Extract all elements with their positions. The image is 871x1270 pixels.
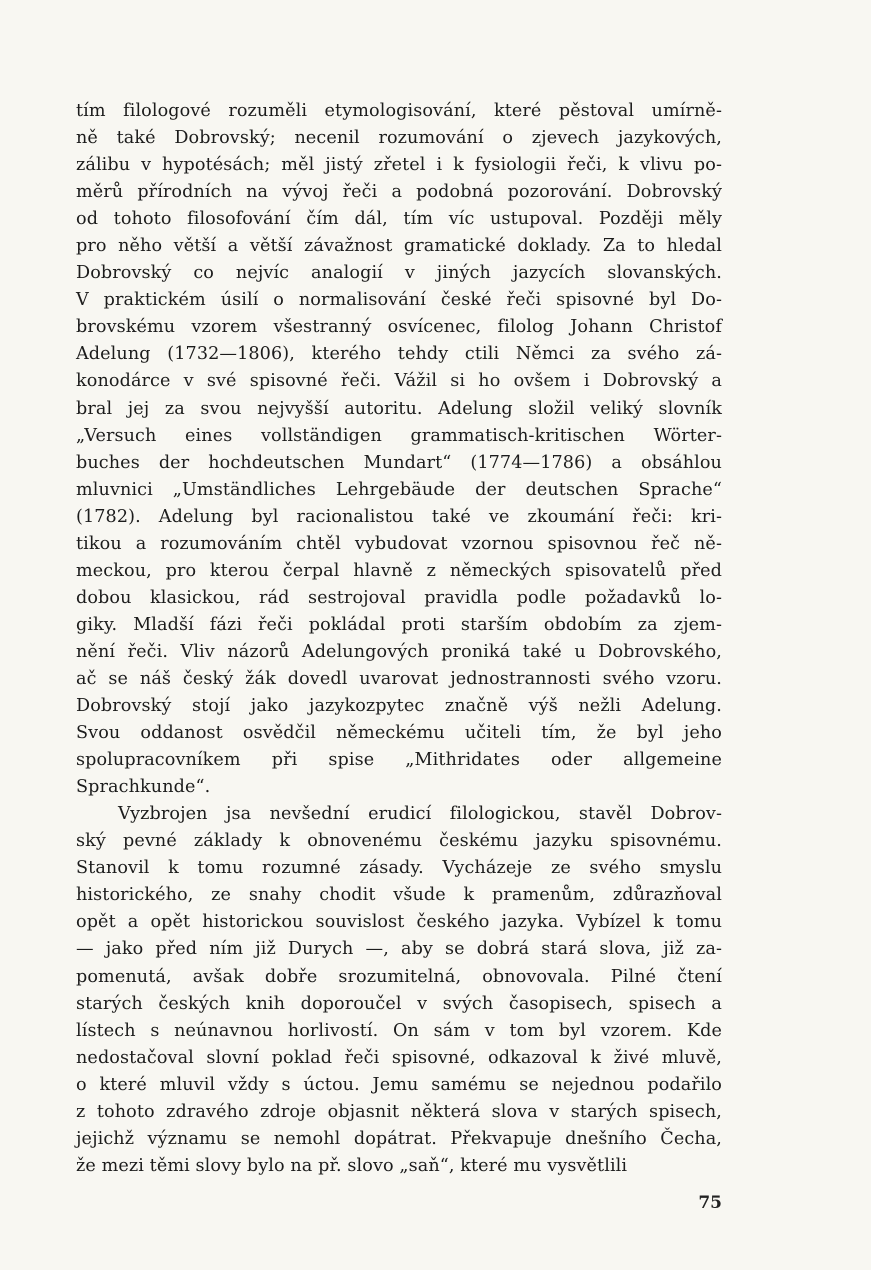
text-line: jejichž významu se nemohl dopátrat. Překvapuje dnešního Čecha, — [76, 1128, 722, 1149]
paragraph — [76, 801, 722, 1180]
text-line: Sprachkunde“. — [76, 777, 211, 798]
text-line: giky. Mladší fázi řeči pokládal proti starším obdobím za zjem- — [76, 614, 722, 635]
body-text — [76, 98, 722, 1180]
text-line: brovskému vzorem všestranný osvícenec, filolog Johann Christof — [76, 317, 722, 338]
text-line: Stanovil k tomu rozumné zásady. Vycházeje ze svého smyslu — [76, 858, 722, 879]
text-line: nedostačoval slovní poklad řeči spisovné, odkazoval k živé mluvě, — [76, 1047, 722, 1068]
text-line: o které mluvil vždy s úctou. Jemu samému se nejednou podařilo — [76, 1074, 722, 1095]
text-line: opět a opět historickou souvislost českého jazyka. Vybízel k tomu — [76, 912, 722, 933]
text-line: Vyzbrojen jsa nevšední erudicí filologickou, stavěl Dobrov- — [118, 804, 722, 825]
text-line: lístech s neúnavnou horlivostí. On sám v tom byl vzorem. Kde — [76, 1020, 722, 1041]
text-line: tím filologové rozuměli etymologisování, které pěstoval umírně- — [76, 101, 722, 121]
text-line: že mezi těmi slovy bylo na př. slovo „saň“, které mu vysvětlili — [76, 1155, 628, 1176]
text-line: Svou oddanost osvědčil německému učiteli tím, že byl jeho — [76, 723, 722, 744]
text-line: „Versuch eines vollständigen grammatisch-kritischen Wörter- — [76, 425, 722, 446]
paragraph — [76, 98, 722, 801]
text-line: historického, ze snahy chodit všude k pramenům, zdůrazňoval — [76, 885, 722, 906]
text-line: spolupracovníkem při spise „Mithridates oder allgemeine — [76, 750, 722, 771]
text-line: — jako před ním již Durych —, aby se dobrá stará slova, již za- — [76, 939, 722, 960]
text-line: ač se náš český žák dovedl uvarovat jednostrannosti svého vzoru. — [76, 668, 722, 689]
text-line: ně také Dobrovský; necenil rozumování o zjevech jazykových, — [76, 128, 722, 149]
text-line: Dobrovský co nejvíc analogií v jiných jazycích slovanských. — [76, 263, 722, 284]
text-line: dobou klasickou, rád sestrojoval pravidla podle požadavků lo- — [76, 587, 722, 608]
text-line: bral jej za svou nejvyšší autoritu. Adelung složil veliký slovník — [76, 398, 722, 419]
text-line: Dobrovský stojí jako jazykozpytec značně výš nežli Adelung. — [76, 696, 722, 717]
text-line: pomenutá, avšak dobře srozumitelná, obnovovala. Pilné čtení — [76, 966, 722, 987]
text-line: Adelung (1732—1806), kterého tehdy ctili Němci za svého zá- — [76, 344, 722, 365]
text-line: z tohoto zdravého zdroje objasnit některá slova v starých spisech, — [76, 1101, 722, 1122]
text-line: (1782). Adelung byl racionalistou také ve zkoumání řeči: kri- — [76, 506, 722, 527]
text-line: mluvnici „Umständliches Lehrgebäude der deutschen Sprache“ — [76, 479, 722, 500]
text-line: konodárce v své spisovné řeči. Vážil si ho ovšem i Dobrovský a — [76, 371, 722, 392]
text-line: pro něho větší a větší závažnost gramatické doklady. Za to hledal — [76, 236, 722, 257]
text-line: měrů přírodních na vývoj řeči a podobná pozorování. Dobrovský — [76, 182, 722, 203]
text-line: nění řeči. Vliv názorů Adelungových proniká také u Dobrovského, — [76, 641, 722, 662]
text-line: od tohoto filosofování čím dál, tím víc ustupoval. Později měly — [76, 209, 722, 230]
text-line: buches der hochdeutschen Mundart“ (1774—1786) a obsáhlou — [76, 452, 722, 473]
page-number: 75 — [698, 1193, 722, 1213]
text-line: ský pevné základy k obnovenému českému jazyku spisovnému. — [76, 831, 722, 852]
text-line: meckou, pro kterou čerpal hlavně z německých spisovatelů před — [76, 560, 722, 581]
text-line: zálibu v hypotésách; měl jistý zřetel i k fysiologii řeči, k vlivu po- — [76, 155, 722, 176]
text-line: tikou a rozumováním chtěl vybudovat vzornou spisovnou řeč ně- — [76, 533, 722, 554]
text-line: V praktickém úsilí o normalisování české řeči spisovné byl Do- — [76, 290, 722, 311]
text-line: starých českých knih doporoučel v svých časopisech, spisech a — [76, 993, 722, 1014]
